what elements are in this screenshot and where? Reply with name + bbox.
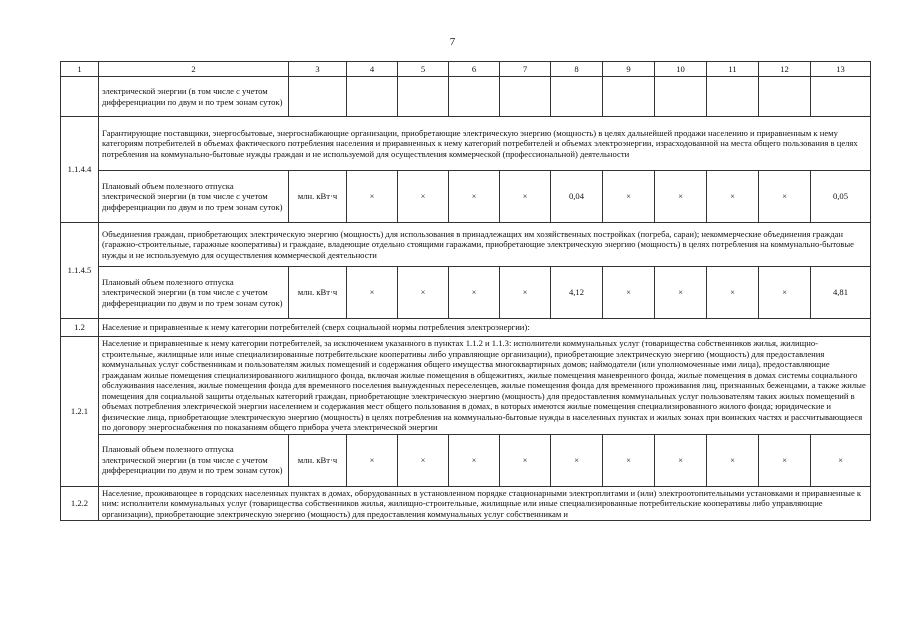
header-row bbox=[61, 62, 871, 77]
row-code: 1.2.2 bbox=[61, 486, 99, 521]
section-row-1-2 bbox=[61, 319, 871, 337]
section-row-1-2-2 bbox=[61, 486, 871, 521]
empty-cell bbox=[289, 77, 347, 117]
value-cell: × bbox=[759, 267, 811, 319]
value-cell: 4,81 bbox=[811, 267, 871, 319]
value-cell: × bbox=[347, 267, 398, 319]
value-cell: × bbox=[759, 171, 811, 223]
empty-cell bbox=[551, 77, 603, 117]
unit-cell: млн. кВт·ч bbox=[289, 267, 347, 319]
value-cell: × bbox=[500, 171, 551, 223]
value-cell: × bbox=[707, 171, 759, 223]
empty-cell bbox=[449, 77, 500, 117]
row-label: Плановый объем полезного отпуска электрической энергии (в том числе с учетом дифференциации по двум и по трем зонам суток) bbox=[99, 171, 289, 223]
section-description: Население и приравненные к нему категории потребителей (сверх социальной нормы потребления электроэнергии): bbox=[99, 319, 871, 337]
empty-cell bbox=[655, 77, 707, 117]
row-code: 1.1.4.5 bbox=[61, 223, 99, 319]
page-number: 7 bbox=[449, 36, 456, 48]
section-row-1-2-1 bbox=[61, 337, 871, 435]
empty-cell bbox=[811, 77, 871, 117]
value-cell: × bbox=[500, 434, 551, 486]
value-cell: × bbox=[811, 434, 871, 486]
row-code: 1.2 bbox=[61, 319, 99, 337]
value-cell: × bbox=[603, 171, 655, 223]
value-cell: × bbox=[449, 267, 500, 319]
header-cell: 9 bbox=[603, 62, 655, 77]
header-cell: 8 bbox=[551, 62, 603, 77]
header-cell: 3 bbox=[289, 62, 347, 77]
value-cell: × bbox=[449, 171, 500, 223]
value-cell: × bbox=[707, 267, 759, 319]
unit-cell: млн. кВт·ч bbox=[289, 434, 347, 486]
value-cell: 4,12 bbox=[551, 267, 603, 319]
value-cell: × bbox=[500, 267, 551, 319]
continuation-row bbox=[61, 77, 871, 117]
value-cell: × bbox=[603, 267, 655, 319]
value-cell: × bbox=[707, 434, 759, 486]
empty-cell bbox=[707, 77, 759, 117]
empty-cell bbox=[603, 77, 655, 117]
value-cell: × bbox=[759, 434, 811, 486]
header-cell: 11 bbox=[707, 62, 759, 77]
row-label: Плановый объем полезного отпуска электрической энергии (в том числе с учетом дифференциации по двум и по трем зонам суток) bbox=[99, 434, 289, 486]
section-description: Объединения граждан, приобретающих электрическую энергию (мощность) для использования в принадлежащих им хозяйственных постройках (погреба, сараи); некоммерческие объединения граждан (гаражно-строительные, гаражные кооперативы) и граждане, владеющие отдельно стоящими гаражами, приобретающие электрическую энергию (мощность) в целях потребления на коммунально-бытовые нужды и не используемую для осуществления коммерческой деятельности bbox=[99, 223, 871, 267]
value-cell: × bbox=[655, 267, 707, 319]
empty-cell bbox=[347, 77, 398, 117]
section-description: Население, проживающее в городских населенных пунктах в домах, оборудованных в установленном порядке стационарными электроплитами и (или) электроотопительными установками и приравненные к ним: исполнители коммунальных услуг (товарищества собственников жилья, жилищно-строительные, жилищные или иные специализированные потребительские кооперативы либо управляющие организации), приобретающие электрическую энергию (мощность) для предоставления коммунальных услуг собственникам и bbox=[99, 486, 871, 521]
row-label: Плановый объем полезного отпуска электрической энергии (в том числе с учетом дифференциации по двум и по трем зонам суток) bbox=[99, 267, 289, 319]
value-cell: × bbox=[655, 434, 707, 486]
header-cell: 6 bbox=[449, 62, 500, 77]
value-cell: 0,04 bbox=[551, 171, 603, 223]
header-cell: 10 bbox=[655, 62, 707, 77]
value-cell: × bbox=[347, 171, 398, 223]
header-cell: 1 bbox=[61, 62, 99, 77]
section-row-1-1-4-5 bbox=[61, 223, 871, 267]
section-description: Гарантирующие поставщики, энергосбытовые, энергоснабжающие организации, приобретающие электрическую энергию (мощность) в целях дальнейшей продажи населению и приравненным к нему категориям потребителей в объемах фактического потребления населения и приравненных к нему категорий потребителей и объемах электроэнергии, израсходованной на места общего пользования в целях потребления на коммунально-бытовые нужды граждан и не используемой для осуществления коммерческой (профессиональной) деятельности bbox=[99, 117, 871, 171]
value-cell: × bbox=[398, 267, 449, 319]
header-cell: 5 bbox=[398, 62, 449, 77]
empty-cell bbox=[398, 77, 449, 117]
value-cell: × bbox=[398, 171, 449, 223]
header-cell: 2 bbox=[99, 62, 289, 77]
value-cell: × bbox=[655, 171, 707, 223]
data-row bbox=[61, 267, 871, 319]
row-code: 1.2.1 bbox=[61, 337, 99, 487]
empty-cell bbox=[500, 77, 551, 117]
data-row bbox=[61, 171, 871, 223]
value-cell: × bbox=[398, 434, 449, 486]
tariff-table bbox=[60, 61, 871, 521]
value-cell: × bbox=[347, 434, 398, 486]
header-cell: 12 bbox=[759, 62, 811, 77]
value-cell: × bbox=[449, 434, 500, 486]
value-cell: × bbox=[551, 434, 603, 486]
value-cell: 0,05 bbox=[811, 171, 871, 223]
unit-cell: млн. кВт·ч bbox=[289, 171, 347, 223]
header-cell: 13 bbox=[811, 62, 871, 77]
section-description: Население и приравненные к нему категории потребителей, за исключением указанного в пунктах 1.1.2 и 1.1.3: исполнители коммунальных услуг (товарищества собственников жилья, жилищно-строительные, жилищные или иные специализированные потребительские кооперативы либо управляющие организации), приобретающие электрическую энергию (мощность) для предоставления коммунальных услуг собственникам и пользователям жилых помещений и содержания общего имущества многоквартирных домов; наймодатели (или уполномоченные ими лица), предоставляющие гражданам жилые помещения специализированного жилищного фонда, включая жилые помещения в общежитиях, жилые помещения маневренного фонда, жилые помещения в домах системы социального обслуживания населения, жилые помещения фонда для временного поселения вынужденных переселенцев, жилые помещения фонда для временного проживания лиц, признанных беженцами, а также жилые помещения для социальной защиты отдельных категорий граждан, приобретающие электрическую энергию (мощность) для предоставления коммунальных услуг пользователям таких жилых помещений в объемах потребления электрической энергии населением и содержания мест общего пользования в домах, в которых имеются жилые помещения специализированного жилого фонда; юридические и физические лица, приобретающие электрическую энергию (мощность) в целях потребления на коммунально-бытовые нужды в населенных пунктах и жилых зонах при воинских частях и рассчитывающиеся по договору энергоснабжения по показаниям общего прибора учета электрической энергии bbox=[99, 337, 871, 435]
header-cell: 4 bbox=[347, 62, 398, 77]
code-cell bbox=[61, 77, 99, 117]
row-label: электрической энергии (в том числе с учетом дифференциации по двум и по трем зонам суток) bbox=[99, 77, 289, 117]
empty-cell bbox=[759, 77, 811, 117]
data-row bbox=[61, 434, 871, 486]
row-code: 1.1.4.4 bbox=[61, 117, 99, 223]
section-row-1-1-4-4 bbox=[61, 117, 871, 171]
header-cell: 7 bbox=[500, 62, 551, 77]
value-cell: × bbox=[603, 434, 655, 486]
